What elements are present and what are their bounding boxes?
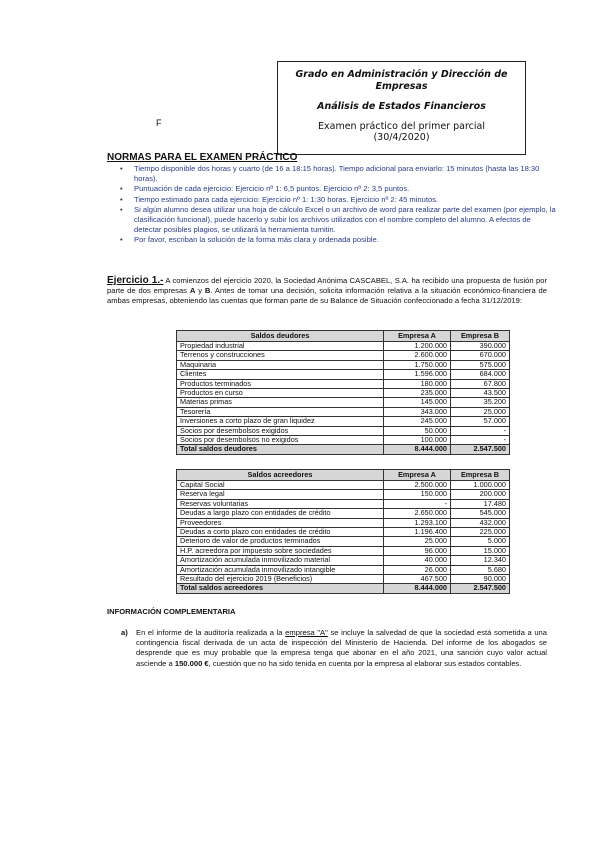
total-a: 8.444.000 xyxy=(384,445,451,454)
info-text: , cuestión que no ha sido tenida en cuenta por la empresa al elaborar sus estados contables. xyxy=(208,658,522,668)
side-mark: F xyxy=(156,118,162,128)
column-header: Empresa B xyxy=(451,470,510,481)
norms-title: NORMAS PARA EL EXAMEN PRÁCTICO xyxy=(107,152,298,163)
value-b: 5.680 xyxy=(451,565,510,574)
account-name: Reservas voluntarias xyxy=(177,499,384,508)
table-total-row xyxy=(177,445,510,454)
value-a: 235.000 xyxy=(384,389,451,398)
value-a: 40.000 xyxy=(384,556,451,565)
info-item-label: a) xyxy=(121,628,128,637)
debit-balances-table xyxy=(176,330,510,455)
account-name: Capital Social xyxy=(177,481,384,490)
total-b: 2.547.500 xyxy=(451,584,510,593)
table-row xyxy=(177,417,510,426)
norms-list xyxy=(118,164,558,246)
value-a: 1.750.000 xyxy=(384,360,451,369)
account-name: Propiedad industrial xyxy=(177,342,384,351)
value-b: 43.500 xyxy=(451,389,510,398)
value-b: 15.000 xyxy=(451,546,510,555)
info-company-ref: empresa "A" xyxy=(285,628,328,637)
account-name: Deterioro de valor de productos terminados xyxy=(177,537,384,546)
info-item-a xyxy=(107,628,547,669)
norm-item: • Si algún alumno desea utilizar una hoja de cálculo Excel o un archivo de word para realizar parte del examen (por ejemplo, la clasificación funcional), puede hacerlo y subir los archivos utilizados con el nombre completo del alumno. A efectos de detectar posibles plagios, se utilizará la herramienta turnitin. xyxy=(118,205,558,236)
account-name: Deudas a largo plazo con entidades de crédito xyxy=(177,509,384,518)
info-text: En el informe de la auditoría realizada a la xyxy=(136,628,286,637)
table-row xyxy=(177,351,510,360)
exercise-text: A comienzos del ejercicio 2020, la Sociedad Anónima CASCABEL, S.A. ha recibido una propuesta de fusión por parte de dos empresas xyxy=(107,276,548,296)
value-b: 35.200 xyxy=(451,398,510,407)
value-a: 245.000 xyxy=(384,417,451,426)
table-row xyxy=(177,556,510,565)
value-a: 1.596.000 xyxy=(384,370,451,379)
exercise-text: . Antes de tomar una decisión, solicita información relativa a la situación económico-financiera de ambas empresas, obteniendo las cuentas que forman parte de su Balance de Situación confeccionado a fecha 31/12/2019: xyxy=(107,286,547,306)
table-row xyxy=(177,370,510,379)
value-a: 1.196.400 xyxy=(384,528,451,537)
value-b: 57.000 xyxy=(451,417,510,426)
column-header: Saldos acreedores xyxy=(177,470,384,481)
value-a: 2.650.000 xyxy=(384,509,451,518)
norm-item: • Puntuación de cada ejercicio: Ejercicio nº 1: 6,5 puntos. Ejercicio nº 2: 3,5 puntos. xyxy=(118,184,558,194)
course-title: Análisis de Estados Financieros xyxy=(317,101,486,112)
exercise-heading: Ejercicio 1.- xyxy=(107,275,164,286)
table-total-row xyxy=(177,584,510,593)
value-b: 432.000 xyxy=(451,518,510,527)
value-a: 100.000 xyxy=(384,436,451,445)
total-label: Total saldos deudores xyxy=(177,445,384,454)
value-a: 145.000 xyxy=(384,398,451,407)
value-b: 1.000.000 xyxy=(451,481,510,490)
account-name: Productos terminados xyxy=(177,379,384,388)
column-header: Empresa B xyxy=(451,331,510,342)
table-row xyxy=(177,360,510,369)
account-name: Tesorería xyxy=(177,407,384,416)
exam-title-box xyxy=(277,61,526,155)
account-name: Reserva legal xyxy=(177,490,384,499)
account-name: Productos en curso xyxy=(177,389,384,398)
company-a: A xyxy=(189,286,196,296)
value-a: 150.000 xyxy=(384,490,451,499)
value-a: 180.000 xyxy=(384,379,451,388)
value-a: 25.000 xyxy=(384,537,451,546)
account-name: Terrenos y construcciones xyxy=(177,351,384,360)
table-header-row xyxy=(177,470,510,481)
value-a: 2.600.000 xyxy=(384,351,451,360)
value-b: 545.000 xyxy=(451,509,510,518)
norm-item: • Tiempo disponible dos horas y cuarto (de 16 a 18:15 horas). Tiempo adicional para enviarlo: 15 minutos (hasta las 18:30 horas). xyxy=(118,164,558,184)
value-b: - xyxy=(451,436,510,445)
value-b: 200.000 xyxy=(451,490,510,499)
account-name: Amortización acumulada inmovilizado material xyxy=(177,556,384,565)
value-a: 343.000 xyxy=(384,407,451,416)
account-name: Resultado del ejercicio 2019 (Beneficios) xyxy=(177,575,384,584)
info-text: se incluye la salvedad de que la sociedad está sometida a una contingencia fiscal derivada de un acta de inspección del Ministerio de Hacienda. Del informe de los abogados se desprende que es muy probable que la empresa tenga que abonar en el año 2021, una sanción cuyo valor actual asciende a xyxy=(136,628,547,668)
table-row xyxy=(177,537,510,546)
exam-date: (30/4/2020) xyxy=(373,132,430,143)
info-item-text xyxy=(136,628,547,669)
account-name: Socios por desembolsos no exigidos xyxy=(177,436,384,445)
value-b: 684.000 xyxy=(451,370,510,379)
account-name: Proveedores xyxy=(177,518,384,527)
account-name: H.P. acreedora por impuesto sobre sociedades xyxy=(177,546,384,555)
value-a: 50.000 xyxy=(384,426,451,435)
table-row xyxy=(177,490,510,499)
value-b: 67.800 xyxy=(451,379,510,388)
table-row xyxy=(177,481,510,490)
column-header: Saldos deudores xyxy=(177,331,384,342)
degree-title-line1: Grado en Administración y Dirección de xyxy=(295,69,508,80)
company-b: B xyxy=(204,286,211,296)
exercise-text: y xyxy=(195,286,205,296)
value-a: - xyxy=(384,499,451,508)
table-row xyxy=(177,398,510,407)
value-b: 575.000 xyxy=(451,360,510,369)
value-b: 225.000 xyxy=(451,528,510,537)
value-b: 25.000 xyxy=(451,407,510,416)
exam-name: Examen práctico del primer parcial xyxy=(318,121,485,132)
account-name: Materias primas xyxy=(177,398,384,407)
value-b: 17.480 xyxy=(451,499,510,508)
value-a: 467.500 xyxy=(384,575,451,584)
total-b: 2.547.500 xyxy=(451,445,510,454)
value-a: 1.200.000 xyxy=(384,342,451,351)
account-name: Amortización acumulada inmovilizado intangible xyxy=(177,565,384,574)
info-title: INFORMACIÓN COMPLEMENTARIA xyxy=(107,607,236,616)
degree-title-line2: Empresas xyxy=(375,81,428,92)
total-a: 8.444.000 xyxy=(384,584,451,593)
value-a: 2.500.000 xyxy=(384,481,451,490)
account-name: Maquinaria xyxy=(177,360,384,369)
norm-item: • Tiempo estimado para cada ejercicio: Ejercicio nº 1: 1:30 horas. Ejercicio nº 2: 45 minutos. xyxy=(118,195,558,205)
table-header-row xyxy=(177,331,510,342)
column-header: Empresa A xyxy=(384,331,451,342)
value-a: 26.000 xyxy=(384,565,451,574)
value-a: 96.000 xyxy=(384,546,451,555)
value-b: 5.000 xyxy=(451,537,510,546)
value-b: 390.000 xyxy=(451,342,510,351)
exercise-statement xyxy=(107,276,547,307)
value-b: - xyxy=(451,426,510,435)
value-b: 12.340 xyxy=(451,556,510,565)
table-row xyxy=(177,509,510,518)
account-name: Clientes xyxy=(177,370,384,379)
value-a: 1.293.100 xyxy=(384,518,451,527)
credit-balances-table xyxy=(176,469,510,594)
info-amount: 150.000 € xyxy=(174,658,209,668)
norm-item: • Por favor, escriban la solución de la forma más clara y ordenada posible. xyxy=(118,235,558,245)
account-name: Socios por desembolsos exigidos xyxy=(177,426,384,435)
account-name: Inversiones a corto plazo de gran liquidez xyxy=(177,417,384,426)
total-label: Total saldos acreedores xyxy=(177,584,384,593)
column-header: Empresa A xyxy=(384,470,451,481)
account-name: Deudas a corto plazo con entidades de crédito xyxy=(177,528,384,537)
value-b: 670.000 xyxy=(451,351,510,360)
value-b: 90.000 xyxy=(451,575,510,584)
